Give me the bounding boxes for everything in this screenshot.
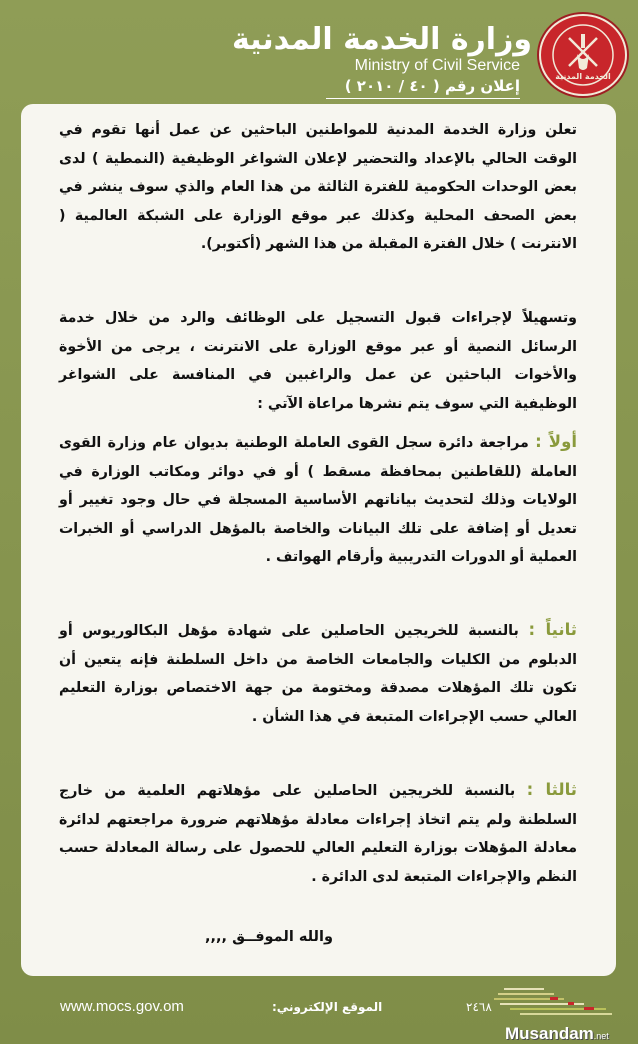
intro-paragraph: تعلن وزارة الخدمة المدنية للمواطنين الباحثين عن عمل أنها تقوم في الوقت الحالي بالإعداد والتحضير لإعلان الشواغر الوظيفية (النمطية ) لدى بعض الوحدات الحكومية للفترة الثالثة من هذا العام والذي سوف ينشر في بعض الصحف المحلية وكذلك عبر موقع الوزارة على الشبكة العالمية ( الانترنت ) خلال الفترة المقبلة من هذا الشهر (أكتوبر). bbox=[59, 122, 577, 253]
watermark-suffix: .net bbox=[593, 1031, 609, 1041]
footer bbox=[0, 976, 638, 1044]
item-label-first: أولاً : bbox=[535, 432, 577, 451]
instructions-paragraph: وتسهيلاً لإجراءات قبول التسجيل على الوظائف والرد من خلال خدمة الرسائل النصية أو عبر موقع الوزارة على الانترنت ، يرجى من الأخوة والأخوات الباحثين عن عمل والراغبين في المنافسة على الشواغر الوظيفية التي سوف يتم نشرها مراعاة الآتي : bbox=[59, 310, 577, 412]
oman-emblem-icon bbox=[539, 14, 627, 96]
item-label-third: ثالثا : bbox=[526, 780, 577, 799]
stripes-logo-icon bbox=[490, 982, 620, 1026]
list-item bbox=[59, 428, 577, 572]
header bbox=[0, 0, 638, 104]
item-label-second: ثانياً : bbox=[528, 620, 577, 639]
ministry-title-arabic: وزارة الخدمة المدنية bbox=[231, 22, 532, 57]
emblem-graphic bbox=[541, 16, 625, 94]
reference-number: ٢٤٦٨ bbox=[466, 1000, 492, 1014]
item-text-second: بالنسبة للخريجين الحاصلين على شهادة مؤهل البكالوريوس أو الدبلوم من الكليات والجامعات الخاصة من داخل السلطنة فإنه يتعين أن تكون تلك المؤهلات مصدقة ومختومة من جهة الاختصاص بوزارة التعليم العالي حسب الإجراءات المتبعة في هذا الشأن . bbox=[59, 623, 577, 725]
emblem-text: الخدمة المدنية bbox=[555, 72, 611, 81]
announcement-number: إعلان رقم ( ٤٠ / ٢٠١٠ ) bbox=[344, 77, 520, 95]
website-link[interactable]: www.mocs.gov.om bbox=[60, 998, 184, 1015]
list-item bbox=[59, 776, 577, 891]
website-label: الموقع الإلكتروني: bbox=[272, 1000, 383, 1014]
announcement-underline bbox=[326, 98, 520, 99]
closing-line: والله الموفــق ,,,, bbox=[205, 929, 333, 945]
item-text-third: بالنسبة للخريجين الحاصلين على مؤهلاتهم العلمية من خارج السلطنة ولم يتم اتخاذ إجراءات معادلة مؤهلاتهم ضرورة مراجعتهم لدائرة معادلة المؤهلات بوزارة التعليم العالي للحصول على رسالة المعادلة حسب النظم والإجراءات المتبعة لدى الدائرة . bbox=[59, 783, 577, 885]
watermark bbox=[505, 1024, 609, 1044]
list-item bbox=[59, 616, 577, 731]
item-text-first: مراجعة دائرة سجل القوى العاملة الوطنية بديوان عام وزارة القوى العاملة (للقاطنين بمحافظة مسقط ) أو في دوائر ومكاتب الوزارة في الولايات وذلك لتحديث بياناتهم الأساسية المسجلة في حال وجود تغيير أو تعديل أو إضافة على تلك البيانات والخاصة بالمؤهل الدراسي أو الخبرات العملية أو الدورات التدريبية وأرقام الهواتف . bbox=[59, 435, 577, 566]
ministry-title-english: Ministry of Civil Service bbox=[354, 57, 520, 74]
watermark-text: Musandam bbox=[505, 1024, 594, 1043]
announcement-card bbox=[21, 104, 616, 976]
